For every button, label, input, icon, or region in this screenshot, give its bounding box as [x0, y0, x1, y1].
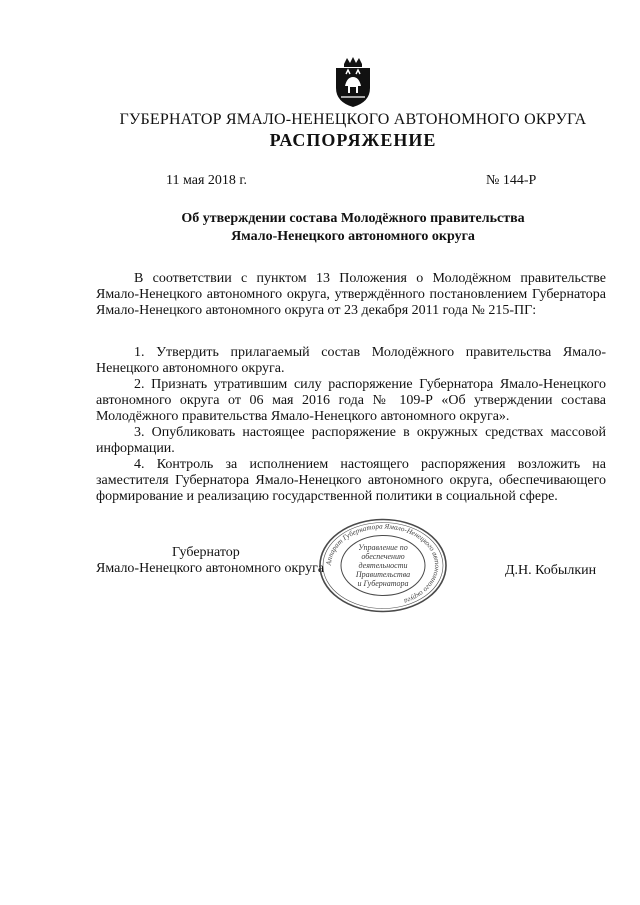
seal-line-4: Правительства [355, 570, 411, 579]
document-type: РАСПОРЯЖЕНИЕ [269, 130, 437, 150]
seal-line-1: Управление по [358, 543, 408, 552]
decree-item-3: 3. Опубликовать настоящее распоряжение в окружных средствах массовой информации. [96, 425, 606, 456]
decree-item-2: 2. Признать утратившим силу распоряжение Губернатора Ямало-Ненецкого автономного округа от 06 мая 2016 года № 109-Р «Об утверждении состава Молодёжного правительства Ямало-Ненецкого автономного округа». [96, 377, 606, 424]
document-subject [100, 210, 606, 246]
seal-line-3: деятельности [358, 561, 408, 570]
decree-item-4: 4. Контроль за исполнением настоящего распоряжения возложить на заместителя Губернатора Ямало-Ненецкого автономного округа, обеспечивающего формирование и реализацию государственной политики в социальной сфере. [96, 457, 606, 504]
signatory-region: Ямало-Ненецкого автономного округа [96, 561, 325, 576]
seal-ring-text: Аппарат Губернатора Ямало-Ненецкого автономного округа [324, 522, 442, 606]
seal-line-5: и Губернатора [357, 579, 409, 588]
decree-item-1: 1. Утвердить прилагаемый состав Молодёжного правительства Ямало-Ненецкого автономного округа. [96, 345, 606, 376]
document-number: № 144-Р [486, 173, 537, 188]
signatory-role: Губернатор [172, 545, 240, 560]
official-seal [318, 517, 448, 614]
signatory-title [96, 545, 336, 577]
preamble-paragraph: В соответствии с пунктом 13 Положения о Молодёжном правительстве Ямало-Ненецкого автономного округа, утверждённого постановлением Губернатора Ямало-Ненецкого автономного округа от 23 декабря 2011 года № 215-ПГ: [96, 271, 606, 318]
seal-line-2: обеспечению [361, 552, 405, 561]
coat-of-arms-icon [331, 56, 375, 108]
document-date: 11 мая 2018 г. [166, 173, 248, 188]
decree-items [96, 345, 606, 505]
preamble [96, 271, 606, 319]
subject-line-2: Ямало-Ненецкого автономного округа [231, 229, 475, 244]
subject-line-1: Об утверждении состава Молодёжного правительства [181, 211, 525, 226]
signatory-name: Д.Н. Кобылкин [505, 563, 597, 578]
issuer-title: ГУБЕРНАТОР ЯМАЛО-НЕНЕЦКОГО АВТОНОМНОГО ОКРУГА [119, 111, 587, 128]
